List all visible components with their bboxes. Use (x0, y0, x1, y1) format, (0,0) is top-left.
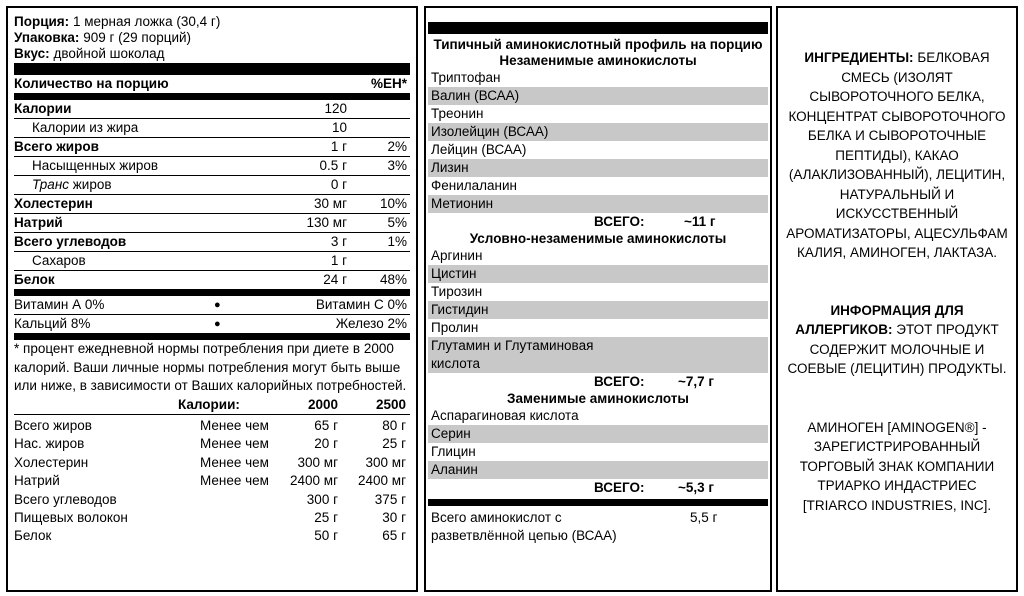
nutrient-amount: 130 мг (306, 215, 347, 230)
nutrient-dv: 10% (379, 196, 407, 211)
reference-row (14, 417, 410, 435)
thick-divider (14, 333, 410, 340)
reference-row (14, 491, 410, 509)
reference-v2: 30 г (382, 509, 406, 525)
nutrient-amount: 10 (331, 120, 347, 135)
reference-name: Пищевых волокон (14, 509, 128, 525)
package-line: Упаковка: 909 г (29 порций) (14, 30, 192, 45)
bullet-dot: ● (214, 299, 221, 311)
nutrient-name: Белок (14, 272, 55, 287)
nutrient-dv: 1% (387, 234, 407, 249)
nutrient-row (14, 100, 410, 119)
essential-list (428, 69, 768, 213)
reference-qual: Менее чем (200, 454, 269, 470)
reference-row (14, 527, 410, 545)
nutrient-amount: 1 г (330, 253, 347, 268)
reference-name: Белок (14, 528, 52, 544)
ingredients-panel (776, 6, 1018, 592)
reference-qual: Менее чем (200, 418, 269, 433)
thick-divider (428, 22, 768, 34)
reference-name: Нас. жиров (14, 436, 85, 452)
divider (14, 414, 410, 415)
reference-v2: 80 г (382, 418, 406, 433)
amino-acid-item: Фенилаланин (431, 178, 517, 193)
nonessential-title: Заменимые аминокислоты (507, 391, 689, 406)
nutrient-dv: 5% (387, 215, 407, 230)
vitamin-right: Витамин С 0% (315, 297, 407, 312)
nutrient-name-rest: жиров (69, 177, 112, 192)
nutrient-row (14, 214, 410, 233)
reference-name: Всего жиров (14, 418, 92, 433)
nutrient-name: Калории (14, 101, 72, 116)
vitamin-right: Железо 2% (335, 316, 407, 331)
trademark-text: АМИНОГЕН [AMINOGEN®] - ЗАРЕГИСТРИРОВАННЫЙ ТОРГОВЫЙ ЗНАК КОМПАНИИ ТРИАРКО ИНДАСТРИЕС [TRIARCO INDUSTRIES, INC]. (799, 419, 995, 513)
allergy-text: ИНФОРМАЦИЯ ДЛЯ АЛЛЕРГИКОВ: ЭТОТ ПРОДУКТ СОДЕРЖИТ МОЛОЧНЫЕ И СОЕВЫЕ (ЛЕЦИТИН) ПРОДУКТЫ. (787, 302, 1007, 376)
amino-acid-item: Аланин (428, 461, 768, 479)
amino-acid-item: Серин (428, 425, 768, 443)
amount-per-serving-header: Количество на порцию %ЕН* (14, 76, 407, 91)
reference-v2: 2400 мг (358, 473, 406, 489)
amino-acid-item: Гистидин (428, 301, 768, 319)
nutrient-row (14, 176, 410, 195)
nutrient-name (32, 176, 112, 194)
conditional-list (428, 247, 768, 373)
amino-acid-item: Глицин (431, 444, 476, 459)
amino-acid-item: Аргинин (431, 248, 483, 263)
thick-divider (14, 93, 410, 100)
reference-header: Калории: 2000 2500 (178, 396, 406, 412)
reference-qual: Менее чем (200, 473, 269, 489)
nutrient-name: Калории из жира (32, 120, 139, 135)
nutrient-amount: 30 мг (314, 196, 347, 211)
reference-row (14, 435, 410, 453)
nutrient-name: Насыщенных жиров (32, 158, 159, 173)
amino-acid-item: Изолейцин (ВСАА) (428, 123, 768, 141)
amino-acid-item: Аспарагиновая кислота (431, 408, 579, 423)
nutrition-facts-panel (6, 6, 418, 592)
amino-acid-panel (424, 6, 772, 592)
nutrient-name: Всего углеводов (14, 234, 127, 249)
serving-line: Порция: 1 мерная ложка (30,4 г) (14, 14, 221, 29)
vitamin-row (14, 296, 410, 315)
reference-v1: 300 мг (297, 454, 338, 470)
nutrient-name-italic: Транс (32, 177, 69, 192)
reference-v1: 65 г (314, 418, 338, 433)
nutrient-dv: 3% (387, 158, 407, 173)
reference-v1: 25 г (314, 509, 338, 525)
reference-v1: 50 г (314, 528, 338, 544)
amino-acid-item: Пролин (431, 320, 479, 335)
thick-divider (14, 63, 410, 75)
amino-acid-item: Треонин (431, 106, 484, 121)
nutrient-row (14, 157, 410, 176)
nutrient-name: Холестерин (14, 196, 93, 211)
reference-table (14, 417, 410, 546)
nutrient-dv: 2% (387, 139, 407, 154)
nutrient-row (14, 252, 410, 271)
nutrient-row (14, 271, 410, 289)
nutrient-row (14, 233, 410, 252)
reference-name: Холестерин (14, 454, 89, 470)
nutrient-row (14, 119, 410, 138)
ingredients-text: ИНГРЕДИЕНТЫ: БЕЛКОВАЯ СМЕСЬ (ИЗОЛЯТ СЫВОРОТОЧНОГО БЕЛКА, КОНЦЕНТРАТ СЫВОРОТОЧНОГО БЕЛКА И СЫВОРОТОЧНЫЕ ПЕПТИДЫ), КАКАО (АЛАКЛИЗОВАННЫЙ), ЛЕЦИТИН, НАТУРАЛЬНЫЙ И ИСКУССТВЕННЫЙ АРОМАТИЗАТОРЫ, АЦЕСУЛЬФАМ КАЛИЯ, АМИНОГЕН, ЛАКТАЗА. (786, 50, 1008, 260)
reference-name: Натрий (14, 473, 60, 489)
nonessential-total: ВСЕГО: ~5,3 г (594, 480, 715, 495)
bullet-dot: ● (214, 318, 221, 330)
nutrient-amount: 0.5 г (319, 158, 347, 173)
reference-v2: 65 г (382, 528, 406, 544)
nutrient-amount: 120 (324, 101, 347, 116)
reference-v2: 375 г (374, 491, 406, 507)
nutrient-amount: 24 г (323, 272, 347, 287)
reference-row (14, 472, 410, 490)
reference-v2: 25 г (382, 436, 406, 452)
footnote: * процент ежедневной нормы потребления при диете в 2000 калорий. Ваши личные нормы потребления могут быть выше или ниже, в зависимости от Ваших калорийных потребностей. (14, 341, 407, 393)
amino-acid-item: Цистин (428, 265, 768, 283)
amino-acid-item: Лейцин (ВСАА) (431, 142, 527, 157)
vitamin-left: Кальций 8% (14, 316, 91, 331)
nutrient-amount: 3 г (330, 234, 347, 249)
reference-row (14, 509, 410, 527)
reference-name: Всего углеводов (14, 491, 117, 507)
flavor-line: Вкус: двойной шоколад (14, 46, 165, 61)
essential-total: ВСЕГО: ~11 г (594, 214, 716, 229)
vitamin-left: Витамин А 0% (14, 297, 105, 312)
bcaa-total: Всего аминокислот с разветвлённой цепью (ВСАА) 5,5 г (431, 510, 718, 543)
nutrient-amount: 0 г (330, 177, 347, 192)
nutrient-name: Сахаров (32, 253, 86, 268)
reference-v2: 300 мг (365, 454, 406, 470)
essential-title: Незаменимые аминокислоты (499, 53, 697, 68)
amino-acid-item: Триптофан (431, 70, 501, 85)
reference-qual: Менее чем (200, 436, 269, 452)
nonessential-list (428, 407, 768, 479)
nutrient-dv: 48% (379, 272, 407, 287)
amino-acid-item: Глутамин и Глутаминовая кислота (428, 337, 768, 373)
nutrient-row (14, 195, 410, 214)
conditional-title: Условно-незаменимые аминокислоты (469, 231, 727, 246)
nutrient-row (14, 138, 410, 157)
amino-acid-item: Тирозин (431, 284, 483, 299)
vitamin-list (14, 296, 410, 333)
reference-v1: 300 г (306, 491, 338, 507)
conditional-total: ВСЕГО: ~7,7 г (594, 374, 715, 389)
nutrient-name: Натрий (14, 215, 63, 230)
reference-row (14, 454, 410, 472)
amino-title: Типичный аминокислотный профиль на порцию (433, 37, 763, 52)
vitamin-row (14, 315, 410, 333)
amino-acid-item: Валин (ВСАА) (428, 87, 768, 105)
nutrient-amount: 1 г (330, 139, 347, 154)
reference-v1: 2400 мг (290, 473, 338, 489)
amino-acid-item: Метионин (428, 195, 768, 213)
reference-v1: 20 г (314, 436, 338, 452)
nutrient-list (14, 100, 410, 289)
thick-divider (14, 289, 410, 296)
thick-divider (428, 499, 768, 506)
nutrient-name: Всего жиров (14, 139, 99, 154)
amino-acid-item: Лизин (428, 159, 768, 177)
